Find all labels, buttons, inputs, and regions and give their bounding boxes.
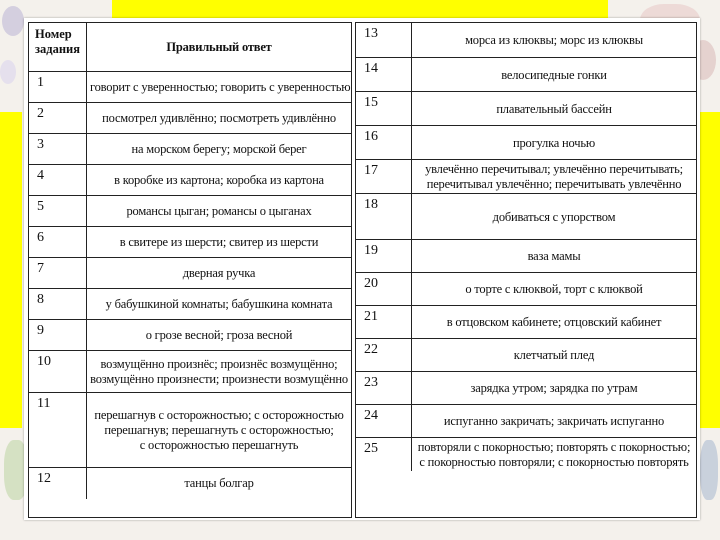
task-number: 6 [29, 227, 87, 258]
answer-line: увлечённо перечитывал; увлечённо перечитывать; [425, 162, 683, 176]
table-row [356, 91, 696, 126]
answer-line: перешагнув; перешагнуть с осторожностью; [104, 423, 334, 437]
answer-line: в отцовском кабинете; отцовский кабинет [446, 315, 662, 329]
answer-line: перешагнув с осторожностью; с осторожностью [94, 408, 344, 422]
task-number: 23 [356, 372, 412, 405]
task-number: 9 [29, 320, 87, 351]
header-number-line: Номер [35, 27, 72, 41]
table-row [356, 272, 696, 306]
table-row [356, 404, 696, 438]
correct-answer [412, 160, 696, 194]
table-row [356, 305, 696, 339]
correct-answer [412, 194, 696, 240]
table-row [29, 319, 351, 351]
table-row [29, 71, 351, 103]
answer-line: плавательный бассейн [496, 101, 612, 116]
answer-line: с покорностью повторяли; с покорностью повторять [419, 454, 689, 469]
table-row [29, 467, 351, 499]
correct-answer [87, 134, 351, 165]
task-number: 18 [356, 194, 412, 240]
task-number: 7 [29, 258, 87, 289]
correct-answer [87, 258, 351, 289]
correct-answer [87, 103, 351, 134]
correct-answer [87, 351, 351, 393]
task-number: 19 [356, 240, 412, 273]
answer-line: на морском берегу; морской берег [131, 142, 307, 156]
answer-line: о грозе весной; гроза весной [145, 328, 293, 342]
table-row [29, 257, 351, 289]
correct-answer [412, 405, 696, 438]
correct-answer [87, 393, 351, 468]
answer-line: прогулка ночью [513, 135, 595, 150]
task-number: 4 [29, 165, 87, 196]
header-number-line: задания [35, 42, 81, 56]
task-number: 15 [356, 92, 412, 126]
decorative-character [0, 60, 16, 84]
answer-line: говорит с уверенностью; говорить с уверенностью [90, 80, 351, 94]
answer-line: испуганно закричать; закричать испуганно [443, 414, 665, 428]
table-row [29, 23, 351, 71]
task-number: 14 [356, 58, 412, 92]
correct-answer [412, 240, 696, 273]
table-row [356, 23, 696, 57]
slide-background [0, 112, 22, 428]
table-row [356, 338, 696, 372]
table-row [29, 226, 351, 258]
task-number: 5 [29, 196, 87, 227]
answer-line: добиваться с упорством [492, 209, 616, 224]
answer-line: возмущённо произнёс; произнёс возмущённо; [100, 357, 338, 371]
correct-answer [412, 92, 696, 126]
correct-answer [412, 273, 696, 306]
correct-answer [87, 289, 351, 320]
decorative-character [2, 6, 24, 36]
task-number: 3 [29, 134, 87, 165]
table-row [29, 350, 351, 393]
answer-table-left [28, 22, 352, 518]
answer-line: посмотрел удивлённо; посмотреть удивлённо [102, 111, 336, 125]
header-answer-label [87, 23, 351, 71]
task-number: 17 [356, 160, 412, 194]
slide-background [112, 0, 608, 20]
correct-answer [412, 438, 696, 471]
answer-line: велосипедные гонки [501, 67, 607, 82]
answer-line: романсы цыган; романсы о цыганах [126, 204, 312, 218]
task-number: 13 [356, 23, 412, 57]
answer-line: ваза мамы [527, 249, 581, 263]
table-row [29, 102, 351, 134]
answer-line: у бабушкиной комнаты; бабушкина комната [105, 297, 333, 311]
correct-answer [412, 58, 696, 92]
table-row [356, 371, 696, 405]
correct-answer [87, 320, 351, 351]
table-row [29, 195, 351, 227]
task-number: 12 [29, 468, 87, 499]
answer-line: клетчатый плед [513, 348, 595, 362]
answer-line: о торте с клюквой, торт с клюквой [465, 282, 643, 296]
answer-line: повторяли с покорностью; повторять с покорностью; [417, 439, 691, 454]
task-number: 21 [356, 306, 412, 339]
correct-answer [412, 372, 696, 405]
answer-sheet [24, 18, 700, 520]
correct-answer [87, 227, 351, 258]
table-row [356, 159, 696, 194]
answer-line: с осторожностью перешагнуть [139, 438, 299, 452]
answer-line: зарядка утром; зарядка по утрам [470, 381, 638, 395]
correct-answer [412, 306, 696, 339]
header-answer-text: Правильный ответ [166, 39, 272, 54]
answer-table-right [355, 22, 697, 518]
answer-line: дверная ручка [182, 266, 256, 280]
task-number: 16 [356, 126, 412, 160]
answer-line: перечитывал увлечённо; перечитывать увлечённо [426, 177, 682, 191]
table-row [29, 392, 351, 468]
correct-answer [412, 23, 696, 57]
correct-answer [87, 72, 353, 103]
correct-answer [87, 196, 351, 227]
task-number: 24 [356, 405, 412, 438]
answer-line: в коробке из картона; коробка из картона [114, 173, 324, 187]
table-row [356, 125, 696, 160]
decorative-character [700, 440, 718, 500]
task-number: 22 [356, 339, 412, 372]
answer-line: морса из клюквы; морс из клюквы [465, 32, 643, 47]
task-number: 25 [356, 438, 412, 471]
correct-answer [412, 339, 696, 372]
task-number: 11 [29, 393, 87, 468]
table-row [356, 57, 696, 92]
table-row [29, 164, 351, 196]
task-number: 1 [29, 72, 87, 103]
table-row [29, 133, 351, 165]
correct-answer [87, 468, 351, 499]
task-number: 10 [29, 351, 87, 393]
slide-background [698, 112, 720, 428]
correct-answer [412, 126, 696, 160]
answer-line: танцы болгар [184, 476, 254, 490]
header-number-label [29, 23, 87, 71]
answer-line: возмущённо произнести; произнести возмущённо [90, 372, 348, 386]
task-number: 8 [29, 289, 87, 320]
task-number: 2 [29, 103, 87, 134]
table-row [356, 437, 696, 471]
task-number: 20 [356, 273, 412, 306]
answer-line: в свитере из шерсти; свитер из шерсти [119, 235, 319, 249]
table-row [356, 193, 696, 240]
table-row [29, 288, 351, 320]
correct-answer [87, 165, 351, 196]
table-row [356, 239, 696, 273]
